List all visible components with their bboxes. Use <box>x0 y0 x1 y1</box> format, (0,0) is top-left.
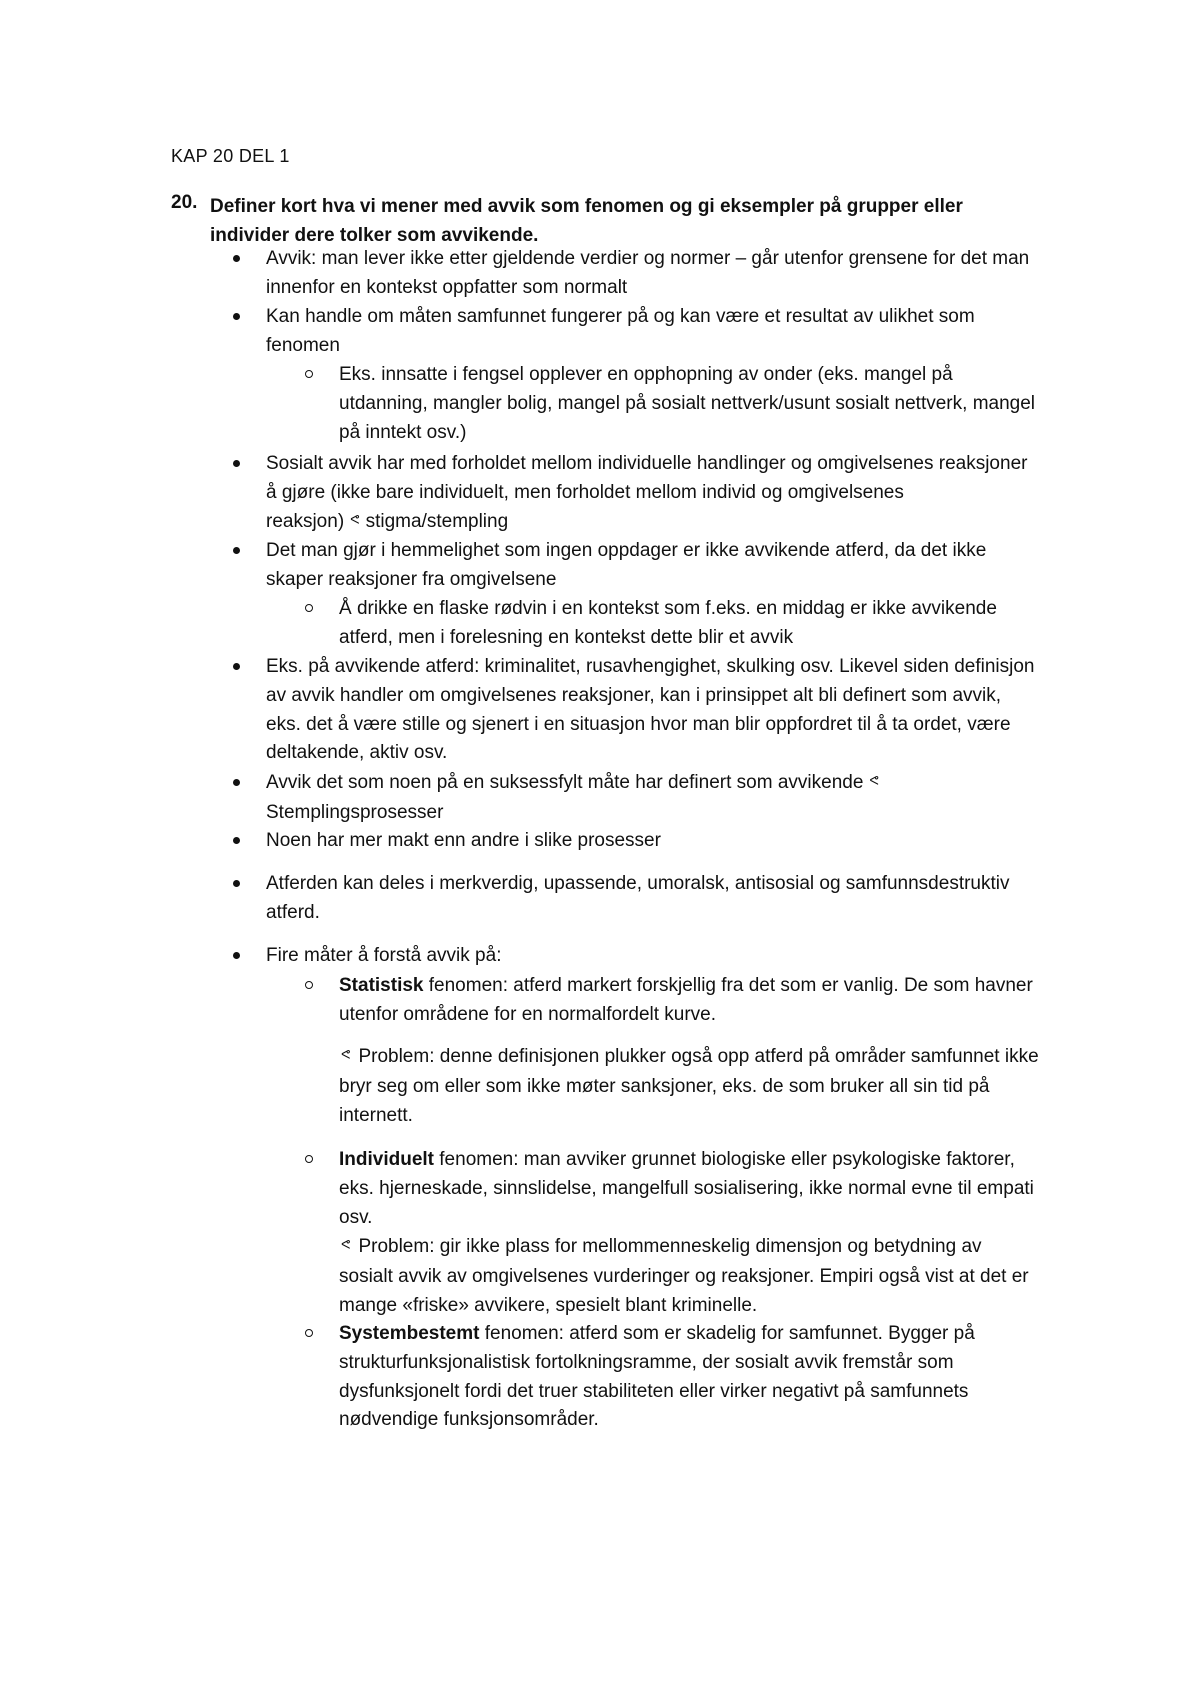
sub-bullet-item: Eks. innsatte i fengsel opplever en opphopning av onder (eks. mangel på utdanning, mangler bolig, mangel på sosialt nettverk/usunt sosialt nettverk, mangel på inntekt osv.) <box>339 361 1039 447</box>
term-systembestemt: Systembestemt <box>339 1323 480 1344</box>
sub-bullet-item <box>339 972 1039 1030</box>
bullet-item: Det man gjør i hemmelighet som ingen oppdager er ikke avvikende atferd, da det ikke skaper reaksjoner fra omgivelsene <box>266 537 1036 595</box>
bullet-text: stigma/stempling <box>365 510 509 532</box>
bullet-text: Stemplingsprosesser <box>266 801 444 823</box>
sub-bullet-text: fenomen: atferd markert forskjellig fra det som er vanlig. De som havner utenfor områdene for en normalfordelt kurve. <box>339 975 1033 1025</box>
arrow-icon: ᕙ <box>350 511 360 527</box>
arrow-icon: ᕙ <box>341 1047 351 1062</box>
sub-bullet-item <box>339 1320 1039 1435</box>
bullet-item: Noen har mer makt enn andre i slike prosesser <box>266 827 1036 856</box>
sub-bullet-item: Å drikke en flaske rødvin i en kontekst som f.eks. en middag er ikke avvikende atferd, men i forelesning en kontekst dette blir et avvik <box>339 595 1039 653</box>
sub-bullet-item <box>339 1146 1039 1232</box>
sub-bullet-text: fenomen: atferd som er skadelig for samfunnet. Bygger på strukturfunksjonalistisk fortolkningsramme, der sosialt avvik fremstår som dysfunksjonelt fordi det truer stabiliteten eller virker negativt på samfunnets nødvendige funksjonsområder. <box>339 1323 975 1431</box>
bullet-item <box>266 450 1036 537</box>
problem-text: Problem: gir ikke plass for mellommenneskelig dimensjon og betydning av sosialt avvik av omgivelsenes vurderinger og reaksjoner. Empiri også vist at det er mange «friske» avvikere, spesielt blant kriminelle. <box>339 1236 1029 1316</box>
question-number: 20. <box>171 192 198 213</box>
bullet-item: Kan handle om måten samfunnet fungerer på og kan være et resultat av ulikhet som fenomen <box>266 303 1036 361</box>
problem-text: Problem: denne definisjonen plukker også opp atferd på områder samfunnet ikke bryr seg om eller som ikke møter sanksjoner, eks. de som bruker all sin tid på internett. <box>339 1046 1039 1126</box>
bullet-item: Eks. på avvikende atferd: kriminalitet, rusavhengighet, skulking osv. Likevel siden definisjon av avvik handler om omgivelsenes reaksjoner, kan i prinsippet alt bli definert som avvik, eks. det å være stille og sjenert i en situasjon hvor man blir oppfordret til å ta ordet, være deltakende, aktiv osv. <box>266 653 1036 768</box>
bullet-item <box>266 769 1036 828</box>
sub-bullet-text: fenomen: man avviker grunnet biologiske eller psykologiske faktorer, eks. hjerneskade, sinnslidelse, mangelfull sosialisering, ikke normal evne til empati osv. <box>339 1149 1034 1228</box>
bullet-item: Atferden kan deles i merkverdig, upassende, umoralsk, antisosial og samfunnsdestruktiv atferd. <box>266 870 1036 928</box>
term-individuelt: Individuelt <box>339 1149 434 1170</box>
arrow-icon: ᕙ <box>341 1237 351 1252</box>
chapter-header: KAP 20 DEL 1 <box>171 146 290 166</box>
bullet-item: Avvik: man lever ikke etter gjeldende verdier og normer – går utenfor grensene for det man innenfor en kontekst oppfatter som normalt <box>266 245 1036 303</box>
term-statistisk: Statistisk <box>339 975 424 996</box>
bullet-text: Sosialt avvik har med forholdet mellom individuelle handlinger og omgivelsenes reaksjoner å gjøre (ikke bare individuelt, men forholdet mellom individ og omgivelsenes reaksjon) <box>266 453 1028 532</box>
bullet-text: Avvik det som noen på en suksessfylt måte har definert som avvikende <box>266 772 864 793</box>
question-text: Definer kort hva vi mener med avvik som fenomen og gi eksempler på grupper eller individer dere tolker som avvikende. <box>210 196 963 246</box>
problem-note <box>339 1233 1039 1320</box>
arrow-icon: ᕙ <box>869 773 879 788</box>
bullet-item: Fire måter å forstå avvik på: <box>266 942 1036 971</box>
problem-note <box>339 1043 1039 1130</box>
